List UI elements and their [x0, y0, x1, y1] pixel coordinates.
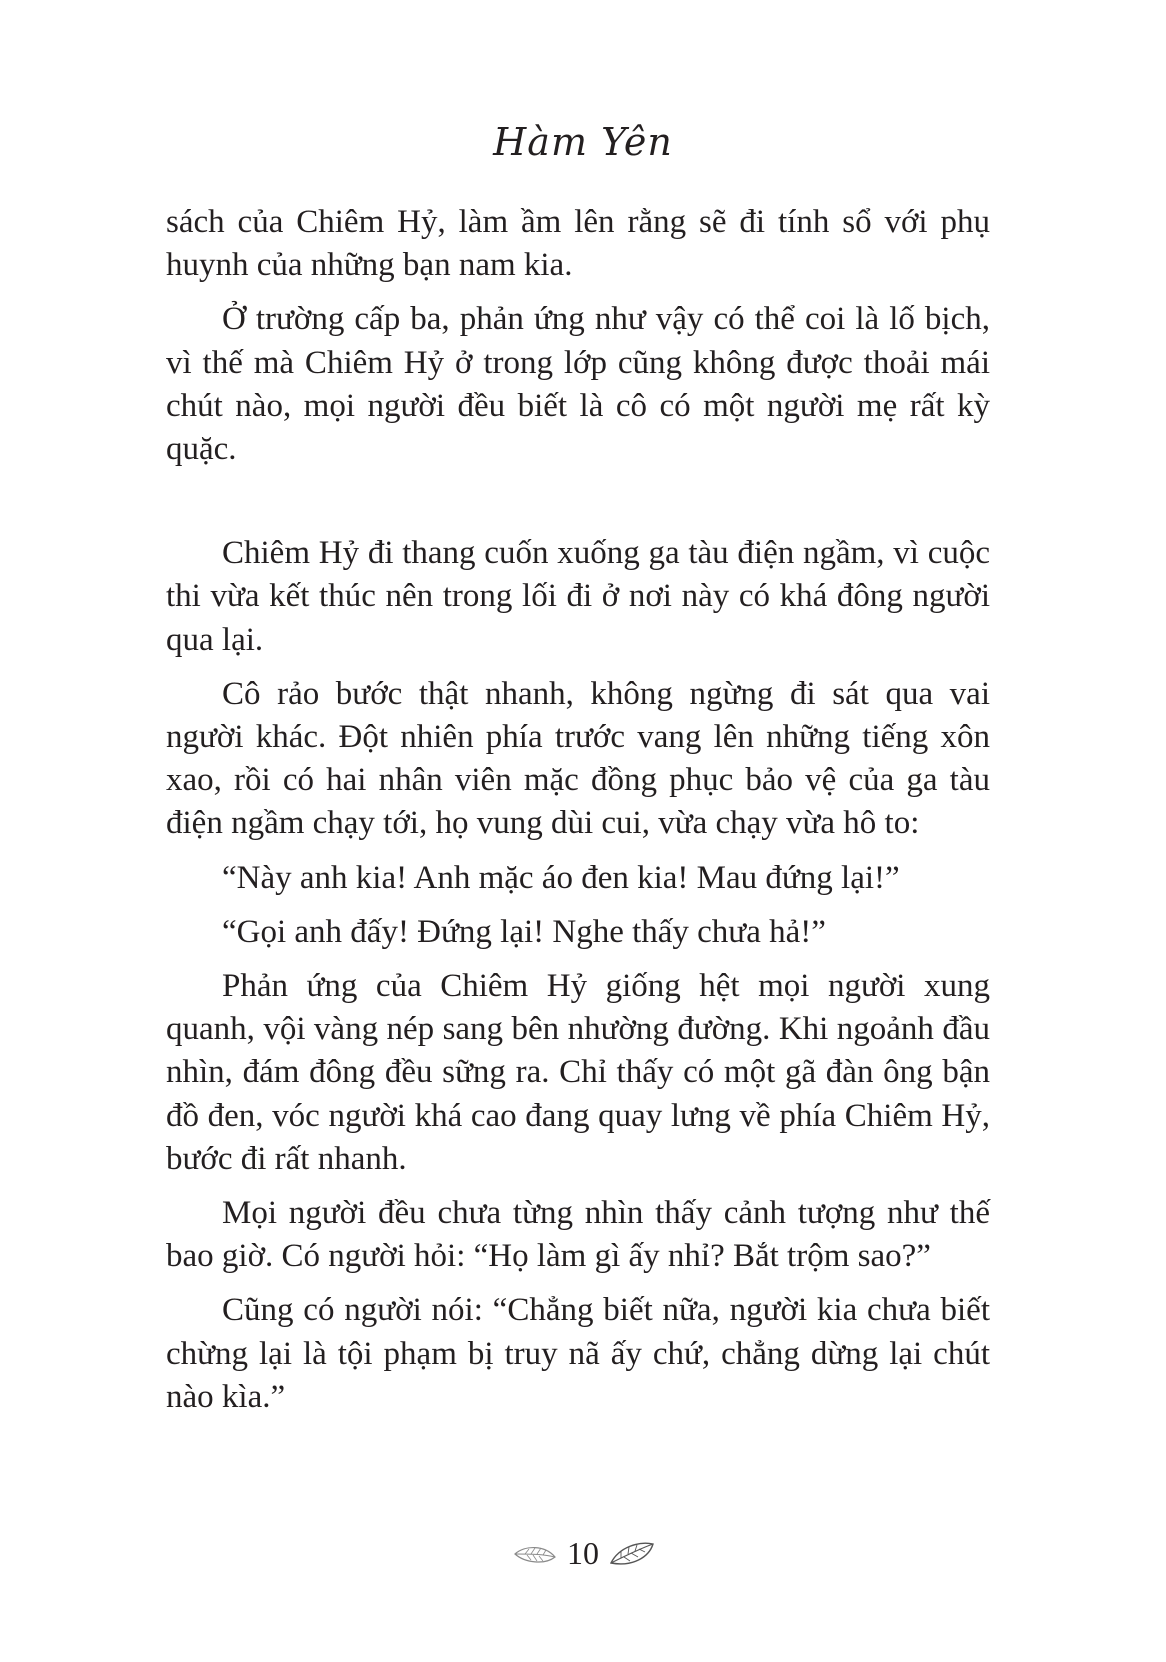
paragraph: Phản ứng của Chiêm Hỷ giống hệt mọi người xung quanh, vội vàng nép sang bên nhường đường. Khi ngoảnh đầu nhìn, đám đông đều sững ra. Chỉ thấy có một gã đàn ông bận đồ đen, vóc người khá cao đang quay lưng về phía Chiêm Hỷ, bước đi rất nhanh.: [166, 968, 990, 1177]
paragraph: “Này anh kia! Anh mặc áo đen kia! Mau đứng lại!”: [222, 859, 900, 896]
paragraph: Cô rảo bước thật nhanh, không ngừng đi sát qua vai người khác. Đột nhiên phía trước vang lên những tiếng xôn xao, rồi có hai nhân viên mặc đồng phục bảo vệ của ga tàu điện ngầm chạy tới, họ vung dùi cui, vừa chạy vừa hô to:: [166, 675, 990, 842]
paragraph: Chiêm Hỷ đi thang cuốn xuống ga tàu điện ngầm, vì cuộc thi vừa kết thúc nên trong lối đi ở nơi này có khá đông người qua lại.: [166, 535, 990, 658]
leaf-ornament-right-icon: [609, 1541, 655, 1567]
page-footer: [0, 1535, 1166, 1572]
paragraph: Mọi người đều chưa từng nhìn thấy cảnh tượng như thế bao giờ. Có người hỏi: “Họ làm gì ấy nhỉ? Bắt trộm sao?”: [166, 1195, 990, 1275]
paragraph: Ở trường cấp ba, phản ứng như vậy có thể coi là lố bịch, vì thế mà Chiêm Hỷ ở trong lớp cũng không được thoải mái chút nào, mọi người đều biết là cô có một người mẹ rất kỳ quặc.: [166, 301, 990, 468]
running-head-title: Hàm Yên: [493, 120, 673, 164]
paragraph: Cũng có người nói: “Chẳng biết nữa, người kia chưa biết chừng lại là tội phạm bị truy nã ấy chứ, chẳng dừng lại chút nào kìa.”: [166, 1292, 990, 1415]
paragraph: sách của Chiêm Hỷ, làm ầm lên rằng sẽ đi tính sổ với phụ huynh của những bạn nam kia.: [166, 204, 990, 284]
page-number: 10: [567, 1535, 599, 1571]
leaf-ornament-left-icon: [511, 1541, 557, 1567]
paragraph: “Gọi anh đấy! Đứng lại! Nghe thấy chưa hả!”: [222, 913, 826, 950]
body-text: [166, 201, 990, 1430]
